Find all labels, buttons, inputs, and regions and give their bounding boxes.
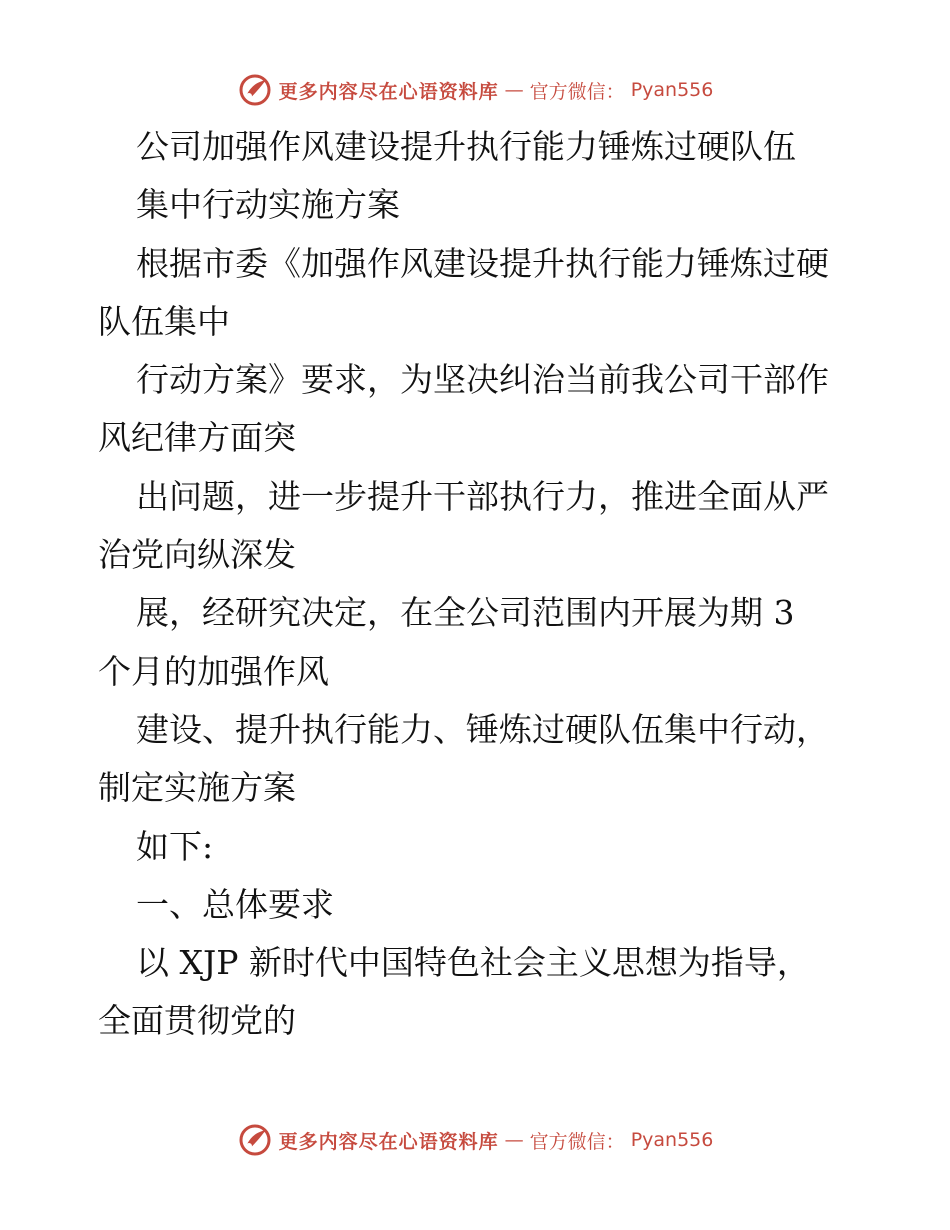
paragraph-line: 全面贯彻党的 [98, 1001, 296, 1041]
document-body [98, 118, 858, 1051]
footer-banner [0, 1120, 950, 1160]
paragraph-line: 出问题，进一步提升干部执行力，推进全面从严 [136, 476, 829, 516]
banner-brand: 更多内容尽在心语资料库 [278, 1130, 499, 1153]
section-heading: 一、总体要求 [136, 884, 334, 924]
doc-title-line-2: 集中行动实施方案 [136, 185, 400, 225]
brush-logo-icon [237, 72, 273, 108]
paragraph-line: 行动方案》要求，为坚决纠治当前我公司干部作 [136, 360, 829, 400]
paragraph-line: 制定实施方案 [98, 768, 296, 808]
paragraph-line: 风纪律方面突 [98, 418, 296, 458]
brush-logo-icon [237, 1122, 273, 1158]
paragraph-line: 个月的加强作风 [98, 651, 329, 691]
banner-wechat-id: Pyan556 [630, 79, 714, 101]
banner-separator: — [504, 79, 524, 101]
paragraph-line: 以 XJP 新时代中国特色社会主义思想为指导， [136, 943, 810, 983]
banner-brand: 更多内容尽在心语资料库 [278, 80, 499, 103]
header-banner [0, 70, 950, 110]
banner-wechat-label: 官方微信： [529, 1130, 625, 1153]
banner-wechat-label: 官方微信： [529, 80, 625, 103]
paragraph-line: 治党向纵深发 [98, 535, 296, 575]
paragraph-line: 建设、提升执行能力、锤炼过硬队伍集中行动， [136, 709, 829, 749]
paragraph-line: 如下: [136, 826, 214, 866]
banner-separator: — [504, 1129, 524, 1151]
paragraph-line: 根据市委《加强作风建设提升执行能力锤炼过硬 [136, 243, 829, 283]
paragraph-line: 展，经研究决定，在全公司范围内开展为期 3 [136, 593, 795, 633]
banner-wechat-id: Pyan556 [630, 1129, 714, 1151]
paragraph-line: 队伍集中 [98, 301, 230, 341]
doc-title-line-1: 公司加强作风建设提升执行能力锤炼过硬队伍 [136, 127, 796, 166]
